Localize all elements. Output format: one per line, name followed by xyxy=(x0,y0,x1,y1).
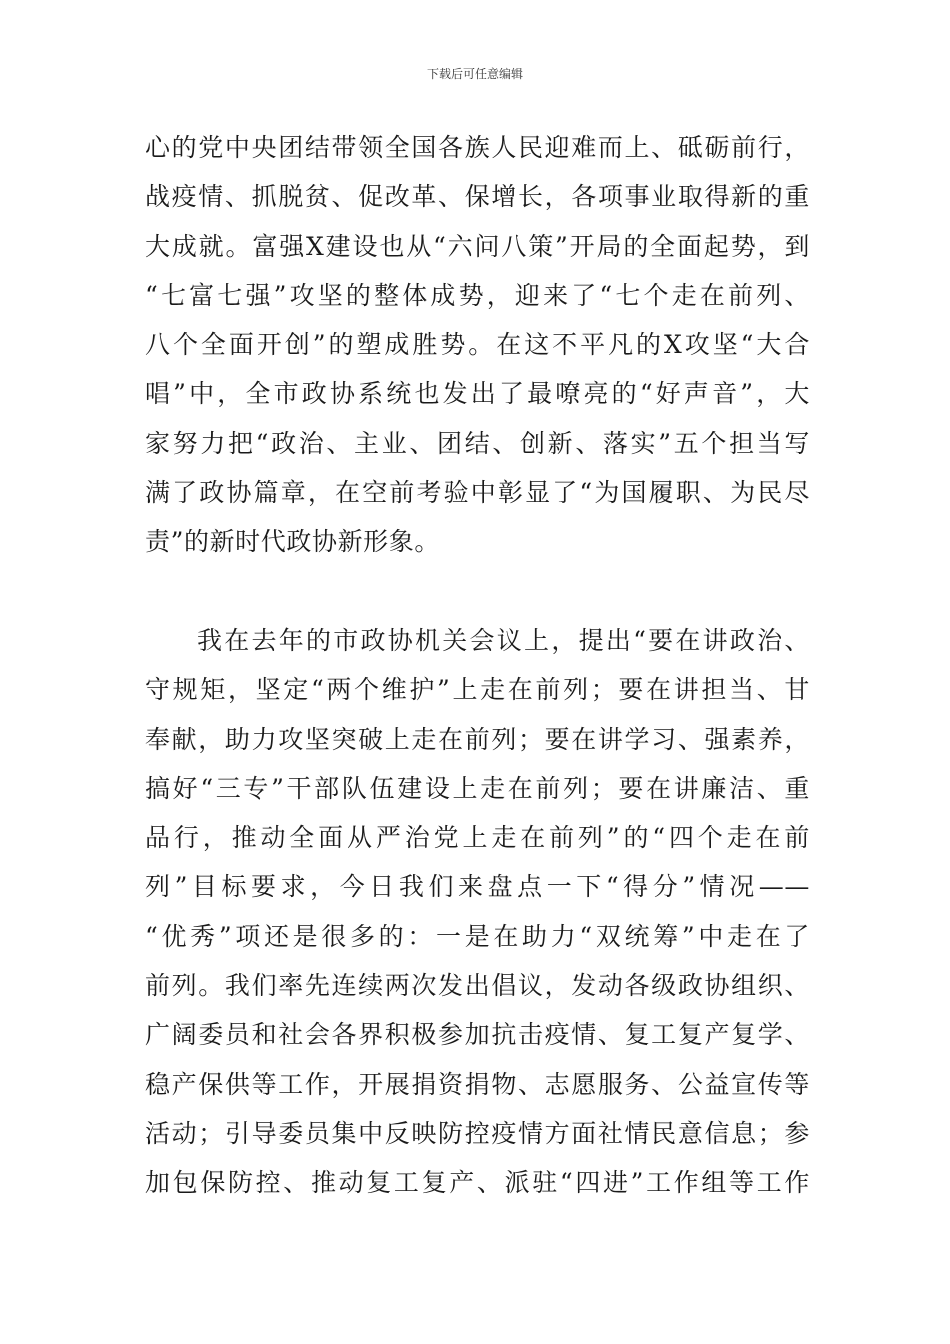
document-body xyxy=(145,123,810,1208)
text-line: 活动；引导委员集中反映防控疫情方面社情民意信息；参 xyxy=(145,1118,810,1148)
paragraph-spacer xyxy=(145,567,810,616)
text-line: 唱”中，全市政协系统也发出了最嘹亮的“好声音”，大 xyxy=(145,379,810,409)
text-line: 奉献，助力攻坚突破上走在前列；要在讲学习、强素养， xyxy=(145,724,810,754)
text-line: “优秀”项还是很多的：一是在助力“双统筹”中走在了 xyxy=(145,921,810,951)
text-line: 前列。我们率先连续两次发出倡议，发动各级政协组织、 xyxy=(145,971,810,1001)
paragraph-2 xyxy=(145,616,810,1208)
text-line: 八个全面开创”的塑成胜势。在这不平凡的X攻坚“大合 xyxy=(145,330,810,360)
paragraph-1 xyxy=(145,123,810,567)
text-line: 品行，推动全面从严治党上走在前列”的“四个走在前 xyxy=(145,823,810,853)
text-line: 心的党中央团结带领全国各族人民迎难而上、砥砺前行， xyxy=(145,133,810,162)
text-line: 列”目标要求，今日我们来盘点一下“得分”情况—— xyxy=(145,872,810,902)
text-line: 责”的新时代政协新形象。 xyxy=(145,527,440,557)
text-line: 守规矩，坚定“两个维护”上走在前列；要在讲担当、甘 xyxy=(145,675,810,705)
text-line: 战疫情、抓脱贫、促改革、保增长，各项事业取得新的重 xyxy=(145,182,810,212)
text-line: 满了政协篇章，在空前考验中彰显了“为国履职、为民尽 xyxy=(145,478,810,508)
text-line: 搞好“三专”干部队伍建设上走在前列；要在讲廉洁、重 xyxy=(145,773,810,803)
page-header: 下载后可任意编辑 xyxy=(426,67,523,81)
text-line: “七富七强”攻坚的整体成势，迎来了“七个走在前列、 xyxy=(145,280,810,310)
text-line: 我在去年的市政协机关会议上，提出“要在讲政治、 xyxy=(197,625,810,655)
text-line: 大成就。富强X建设也从“六问八策”开局的全面起势，到 xyxy=(145,231,810,261)
text-line: 家努力把“政治、主业、团结、创新、落实”五个担当写 xyxy=(145,428,810,458)
text-line: 稳产保供等工作，开展捐资捐物、志愿服务、公益宣传等 xyxy=(145,1069,810,1099)
text-line: 加包保防控、推动复工复产、派驻“四进”工作组等工作 xyxy=(145,1168,810,1198)
text-line: 广阔委员和社会各界积极参加抗击疫情、复工复产复学、 xyxy=(145,1020,810,1050)
